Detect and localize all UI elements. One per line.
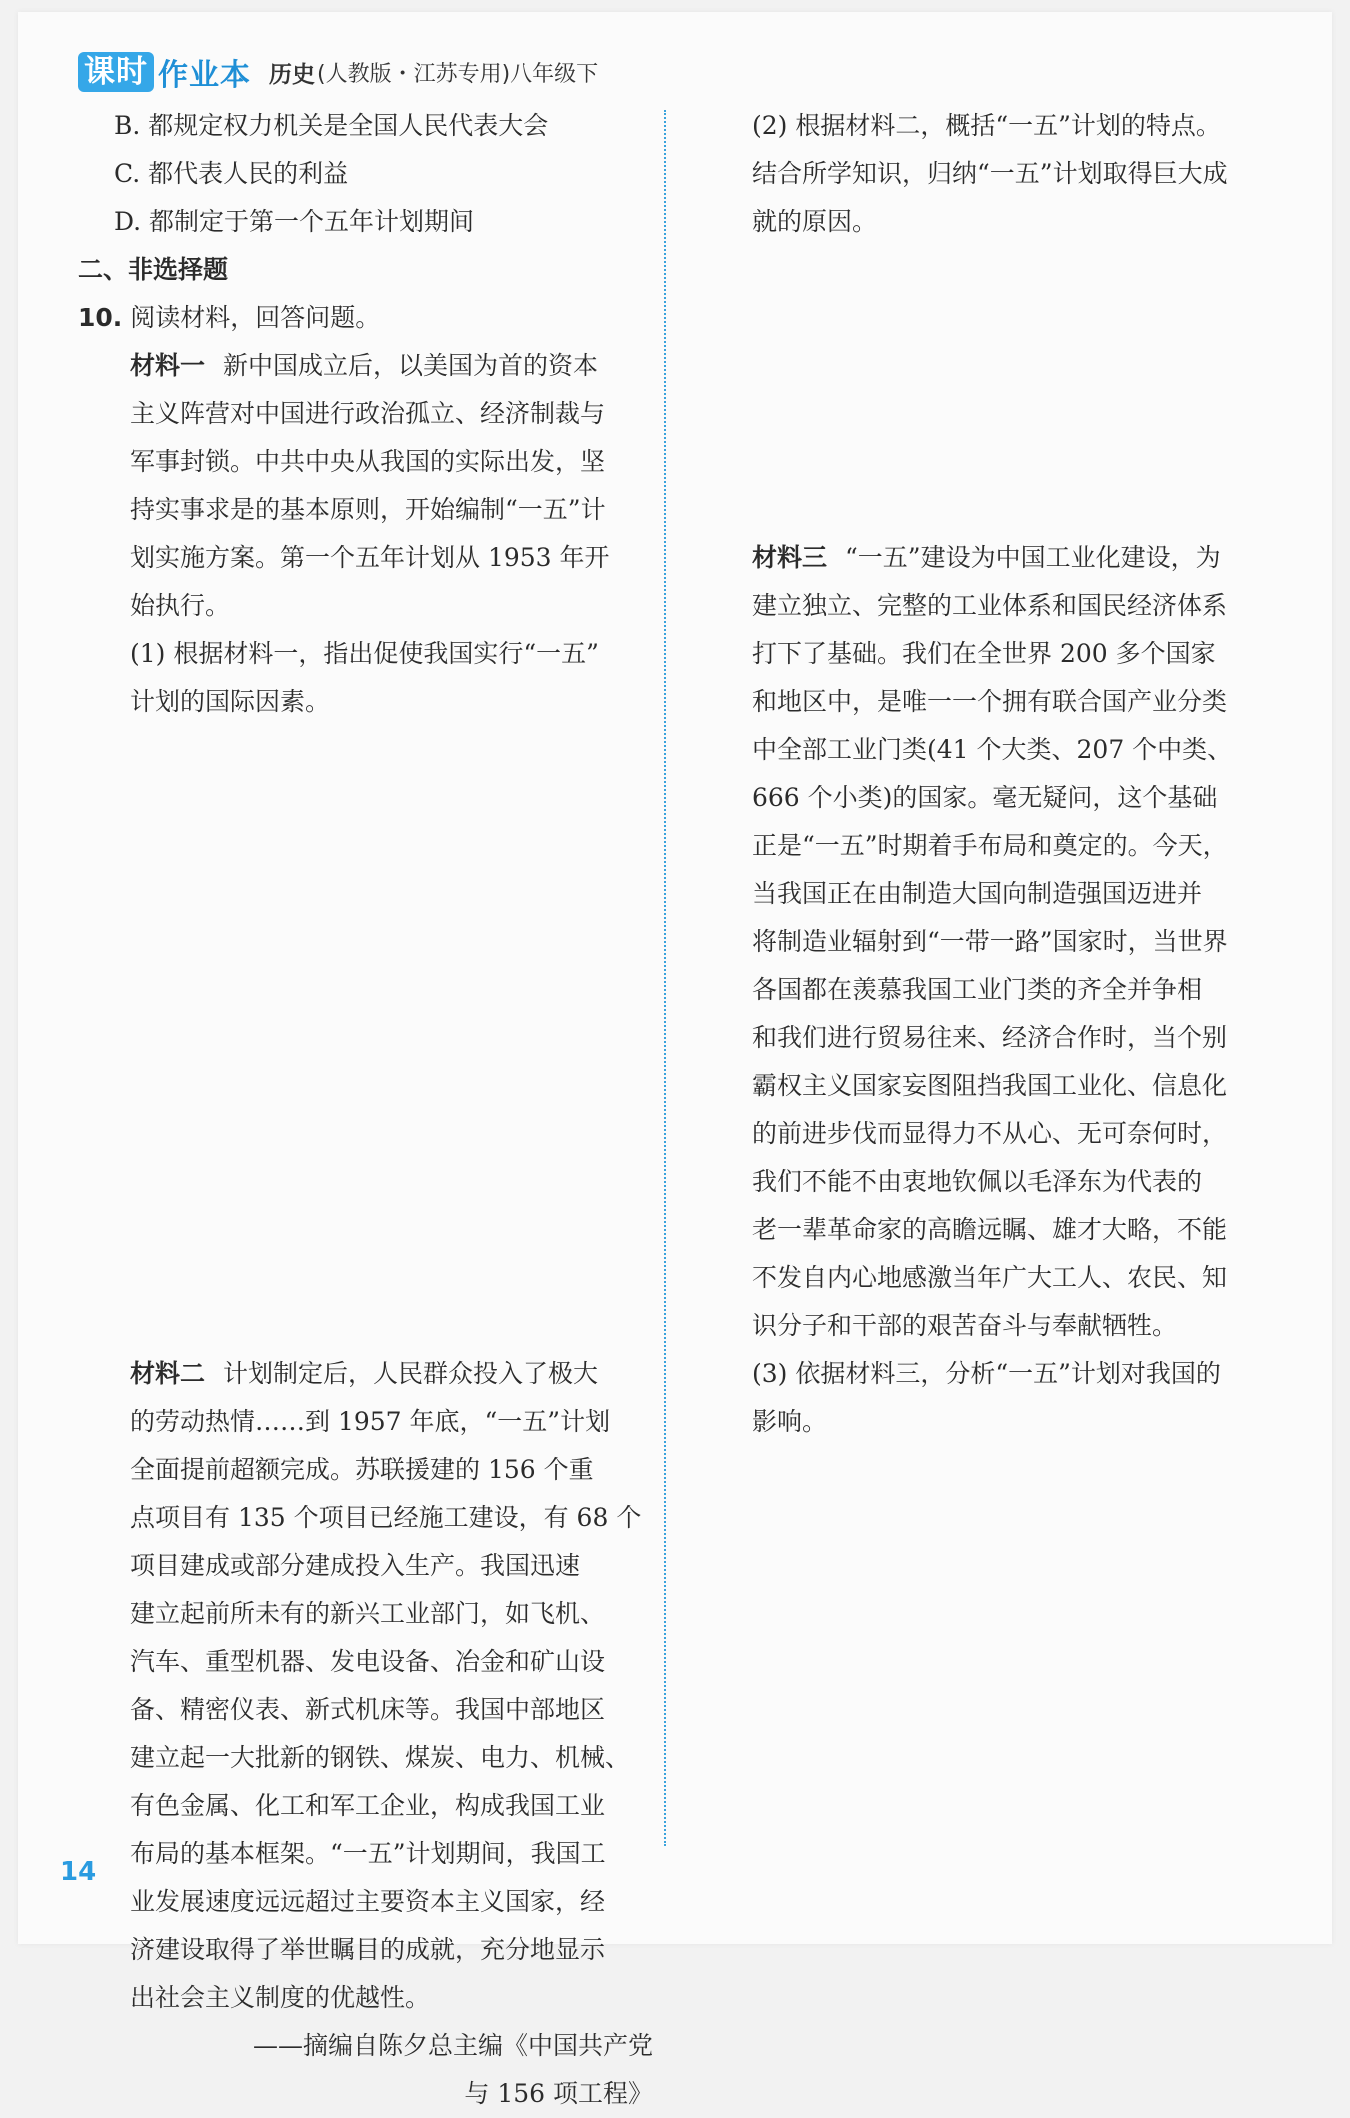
question-10 — [78, 294, 653, 342]
material-1 — [78, 342, 653, 726]
material-1-line: 持实事求是的基本原则，开始编制“一五”计 — [130, 495, 606, 524]
material-3-line: 和我们进行贸易往来、经济合作时，当个别 — [752, 1023, 1228, 1052]
question-number: 10. — [78, 303, 123, 332]
material-1-line: 军事封锁。中共中央从我国的实际出发，坚 — [130, 447, 606, 476]
option-c: C. 都代表人民的利益 — [114, 159, 349, 188]
source-citation: ——摘编自陈夕总主编《中国共产党 — [252, 2031, 653, 2060]
section-title: 二、非选择题 — [78, 255, 229, 284]
header-edition: (人教版・江苏专用)八年级下 — [317, 61, 599, 87]
material-2-line: 布局的基本框架。“一五”计划期间，我国工 — [130, 1839, 606, 1868]
material-1-line: 新中国成立后，以美国为首的资本 — [223, 351, 599, 380]
material-3-line: 和地区中，是唯一一个拥有联合国产业分类 — [752, 687, 1228, 716]
material-2-line: 全面提前超额完成。苏联援建的 156 个重 — [130, 1455, 594, 1484]
material-2-line: 备、精密仪表、新式机床等。我国中部地区 — [130, 1695, 606, 1724]
sub-question-2: (2) 根据材料二，概括“一五”计划的特点。 — [752, 111, 1221, 140]
sub-question-1: 计划的国际因素。 — [130, 687, 331, 716]
header — [78, 50, 598, 94]
material-2-line: 有色金属、化工和军工企业，构成我国工业 — [130, 1791, 606, 1820]
material-3-line: “一五”建设为中国工业化建设，为 — [845, 543, 1221, 572]
material-3 — [752, 534, 1272, 1350]
right-column — [752, 102, 1272, 1446]
answer-space — [78, 726, 653, 1350]
material-3-line: 666 个小类)的国家。毫无疑问，这个基础 — [752, 783, 1218, 812]
option-d: D. 都制定于第一个五年计划期间 — [114, 207, 475, 236]
option-b: B. 都规定权力机关是全国人民代表大会 — [114, 111, 549, 140]
material-1-line: 始执行。 — [130, 591, 231, 620]
material-3-line: 当我国正在由制造大国向制造强国迈进并 — [752, 879, 1203, 908]
sub-question-2: 就的原因。 — [752, 207, 878, 236]
material-3-line: 各国都在羡慕我国工业门类的齐全并争相 — [752, 975, 1203, 1004]
logo-text: 作业本 — [158, 58, 251, 93]
sub-question-3: (3) 依据材料三，分析“一五”计划对我国的 — [752, 1359, 1221, 1388]
material-2-line: 项目建成或部分建成投入生产。我国迅速 — [130, 1551, 581, 1580]
material-3-line: 将制造业辐射到“一带一路”国家时，当世界 — [752, 927, 1228, 956]
material-3-line: 中全部工业门类(41 个大类、207 个中类、 — [752, 735, 1233, 764]
material-2-line: 业发展速度远远超过主要资本主义国家，经 — [130, 1887, 606, 1916]
sub-question-1: (1) 根据材料一，指出促使我国实行“一五” — [130, 639, 599, 668]
material-3-line: 不发自内心地感激当年广大工人、农民、知 — [752, 1263, 1228, 1292]
header-subject: 历史 — [269, 61, 315, 88]
material-2-line: 出社会主义制度的优越性。 — [130, 1983, 431, 2012]
material-3-line: 识分子和干部的艰苦奋斗与奉献牺牲。 — [752, 1311, 1178, 1340]
sub-question-3: 影响。 — [752, 1407, 828, 1436]
material-2-line: 汽车、重型机器、发电设备、冶金和矿山设 — [130, 1647, 606, 1676]
material-2-line: 济建设取得了举世瞩目的成就，充分地显示 — [130, 1935, 606, 1964]
material-3-line: 打下了基础。我们在全世界 200 多个国家 — [752, 639, 1216, 668]
material-2-line: 计划制定后，人民群众投入了极大 — [223, 1359, 599, 1388]
material-1-label: 材料一 — [130, 351, 206, 380]
material-3-label: 材料三 — [752, 543, 828, 572]
source-citation: 与 156 项工程》 — [464, 2079, 653, 2108]
material-3-line: 的前进步伐而显得力不从心、无可奈何时， — [752, 1119, 1228, 1148]
material-1-line: 主义阵营对中国进行政治孤立、经济制裁与 — [130, 399, 606, 428]
material-2-label: 材料二 — [130, 1359, 206, 1388]
left-column — [78, 102, 653, 2118]
material-3-line: 建立独立、完整的工业体系和国民经济体系 — [752, 591, 1228, 620]
material-3-line: 正是“一五”时期着手布局和奠定的。今天， — [752, 831, 1228, 860]
material-3-line: 霸权主义国家妄图阻挡我国工业化、信息化 — [752, 1071, 1228, 1100]
material-3-line: 老一辈革命家的高瞻远瞩、雄才大略，不能 — [752, 1215, 1228, 1244]
answer-space — [752, 246, 1272, 534]
material-2-line: 的劳动热情……到 1957 年底，“一五”计划 — [130, 1407, 611, 1436]
logo-badge: 课时 — [78, 52, 154, 92]
material-2-line: 点项目有 135 个项目已经施工建设，有 68 个 — [130, 1503, 642, 1532]
material-3-line: 我们不能不由衷地钦佩以毛泽东为代表的 — [752, 1167, 1203, 1196]
material-2-line: 建立起前所未有的新兴工业部门，如飞机、 — [130, 1599, 606, 1628]
material-1-line: 划实施方案。第一个五年计划从 1953 年开 — [130, 543, 610, 572]
sub-question-2: 结合所学知识，归纳“一五”计划取得巨大成 — [752, 159, 1228, 188]
page-number: 14 — [60, 1857, 97, 1887]
column-divider — [664, 110, 666, 1846]
question-stem: 阅读材料，回答问题。 — [130, 303, 381, 332]
material-2 — [78, 1350, 653, 2118]
material-2-line: 建立起一大批新的钢铁、煤炭、电力、机械、 — [130, 1743, 631, 1772]
